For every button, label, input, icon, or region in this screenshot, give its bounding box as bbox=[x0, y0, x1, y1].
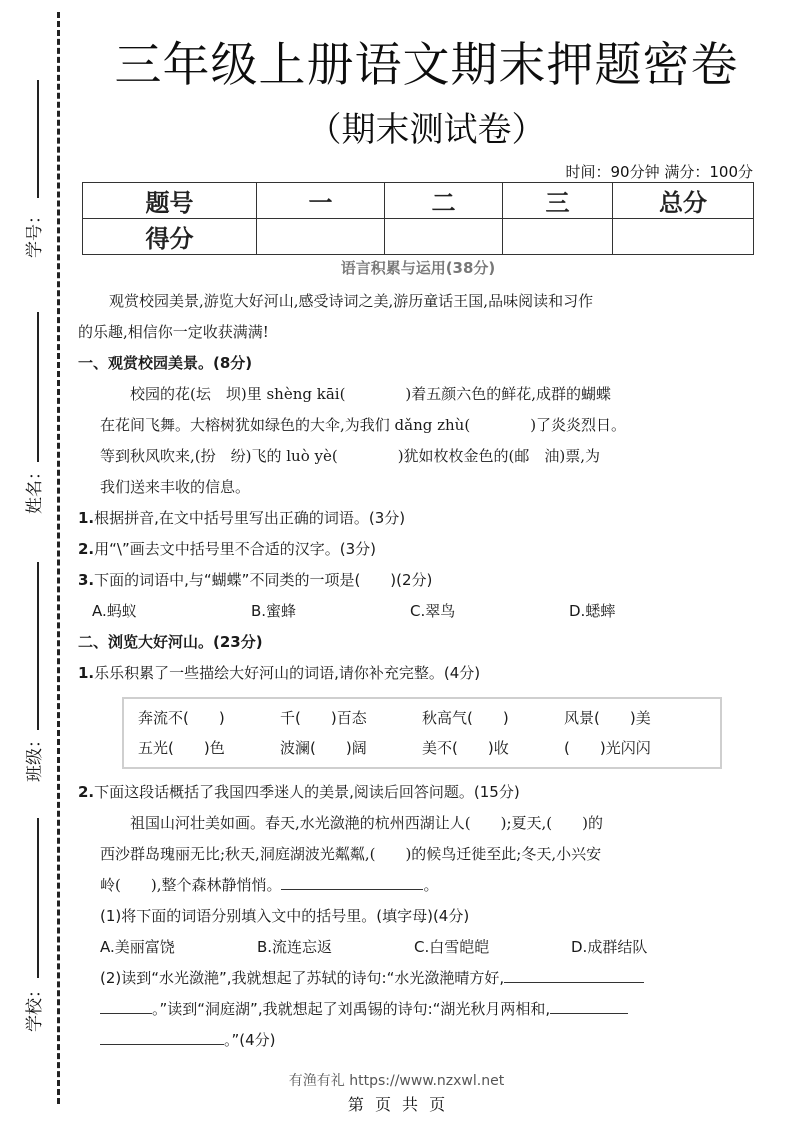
footer-website: 有渔有礼 https://www.nzxwl.net bbox=[288, 1073, 505, 1089]
class-line[interactable] bbox=[37, 562, 39, 730]
part2-passage-line-2: 西沙群岛瑰丽无比;秋天,洞庭湖波光粼粼,( )的候鸟迁徙至此;冬天,小兴安 bbox=[100, 845, 602, 863]
word-row-2 bbox=[138, 733, 706, 763]
school-label: 学校： bbox=[25, 981, 45, 1032]
column-header-3: 三 bbox=[503, 183, 613, 219]
score-table bbox=[82, 182, 754, 255]
question-text: 用“\”画去文中括号里不合适的汉字。(3分) bbox=[94, 540, 376, 558]
option-b[interactable]: B.流连忘返 bbox=[257, 938, 333, 956]
part2-sub-question-2-line-1 bbox=[78, 963, 728, 994]
part1-passage-line-2: 在花间飞舞。大榕树犹如绿色的大伞,为我们 dǎng zhù( )了炎炎烈日。 bbox=[100, 416, 627, 434]
part2-passage-line-3 bbox=[78, 870, 728, 901]
question-text: 下面的词语中,与“蝴蝶”不同类的一项是( )(2分) bbox=[94, 571, 433, 589]
option-a[interactable]: A.美丽富饶 bbox=[100, 938, 175, 956]
idiom-word-box bbox=[122, 697, 722, 769]
student-id-line[interactable] bbox=[37, 80, 39, 198]
question-number: 2. bbox=[78, 540, 95, 558]
footer-page-number: 第 页 共 页 bbox=[347, 1095, 446, 1114]
idiom-blank[interactable]: ( )光闪闪 bbox=[564, 739, 651, 757]
sub2-text: 。”(4分) bbox=[224, 1031, 276, 1049]
passage-text: 岭( ),整个森林静悄悄。 bbox=[100, 876, 282, 894]
row-header-score: 得分 bbox=[83, 219, 257, 255]
option-d[interactable]: D.蟋蟀 bbox=[569, 602, 616, 620]
exam-content bbox=[78, 286, 728, 1056]
exam-meta: 时间：90分钟 满分：100分 bbox=[565, 163, 753, 181]
idiom-blank[interactable]: 千( )百态 bbox=[280, 709, 367, 727]
poem-blank-1-continued[interactable] bbox=[100, 998, 152, 1014]
part2-sub-question-2-line-2 bbox=[78, 994, 728, 1025]
idiom-blank[interactable]: 美不( )收 bbox=[422, 739, 509, 757]
question-number: 3. bbox=[78, 571, 95, 589]
idiom-blank[interactable]: 风景( )美 bbox=[564, 709, 651, 727]
part1-heading: 一、观赏校园美景。(8分) bbox=[78, 354, 253, 372]
score-cell-total[interactable] bbox=[613, 219, 754, 255]
part1-options bbox=[78, 596, 728, 627]
part2-sub-question-1: (1)将下面的词语分别填入文中的括号里。(填字母)(4分) bbox=[100, 907, 470, 925]
idiom-blank[interactable]: 波澜( )阔 bbox=[280, 739, 367, 757]
option-d[interactable]: D.成群结队 bbox=[571, 938, 648, 956]
score-table-score-row bbox=[83, 219, 754, 255]
part1-question-3 bbox=[78, 565, 728, 596]
passage-end: 。 bbox=[423, 876, 439, 894]
sub2-text: 。”读到“洞庭湖”,我就想起了刘禹锡的诗句:“湖光秋月两相和, bbox=[152, 1000, 551, 1018]
option-b[interactable]: B.蜜蜂 bbox=[251, 602, 297, 620]
part2-question-1 bbox=[78, 658, 728, 689]
score-cell-3[interactable] bbox=[503, 219, 613, 255]
part1-question-2 bbox=[78, 534, 728, 565]
student-id-label: 学号： bbox=[25, 207, 45, 258]
score-cell-2[interactable] bbox=[385, 219, 503, 255]
part1-passage-line-1: 校园的花(坛 坝)里 shèng kāi( )着五颜六色的鲜花,成群的蝴蝶 bbox=[130, 385, 612, 403]
option-c[interactable]: C.翠鸟 bbox=[410, 602, 456, 620]
class-label: 班级： bbox=[25, 731, 45, 782]
poem-blank-2[interactable] bbox=[550, 998, 628, 1014]
intro-line-1: 观赏校园美景,游览大好河山,感受诗词之美,游历童话王国,品味阅读和习作 bbox=[109, 292, 594, 310]
question-number: 1. bbox=[78, 509, 95, 527]
school-line[interactable] bbox=[37, 818, 39, 978]
question-text: 根据拼音,在文中括号里写出正确的词语。(3分) bbox=[94, 509, 406, 527]
section-banner: 语言积累与运用(38分) bbox=[340, 259, 496, 277]
question-number: 1. bbox=[78, 664, 95, 682]
word-row-1 bbox=[138, 703, 706, 733]
name-line[interactable] bbox=[37, 312, 39, 462]
answer-blank[interactable] bbox=[281, 874, 423, 890]
part2-passage-line-1: 祖国山河壮美如画。春天,水光潋滟的杭州西湖让人( );夏天,( )的 bbox=[130, 814, 604, 832]
score-cell-1[interactable] bbox=[257, 219, 385, 255]
part2-sub-question-2-line-3 bbox=[78, 1025, 728, 1056]
page-subtitle: （期末测试卷） bbox=[307, 110, 546, 150]
column-header-total: 总分 bbox=[613, 183, 754, 219]
part2-heading: 二、浏览大好河山。(23分) bbox=[78, 633, 263, 651]
score-table-header-row bbox=[83, 183, 754, 219]
option-a[interactable]: A.蚂蚁 bbox=[92, 602, 137, 620]
question-text: 乐乐积累了一些描绘大好河山的词语,请你补充完整。(4分) bbox=[94, 664, 481, 682]
question-number: 2. bbox=[78, 783, 95, 801]
idiom-blank[interactable]: 秋高气( ) bbox=[422, 709, 509, 727]
part1-passage-line-4: 我们送来丰收的信息。 bbox=[100, 478, 251, 496]
idiom-blank[interactable]: 五光( )色 bbox=[138, 739, 225, 757]
row-header-question-number: 题号 bbox=[83, 183, 257, 219]
idiom-blank[interactable]: 奔流不( ) bbox=[138, 709, 225, 727]
name-label: 姓名： bbox=[25, 463, 45, 514]
part2-sub1-options bbox=[78, 932, 728, 963]
option-c[interactable]: C.白雪皑皑 bbox=[414, 938, 490, 956]
binding-dashed-line bbox=[57, 12, 60, 1104]
part2-question-2 bbox=[78, 777, 728, 808]
question-text: 下面这段话概括了我国四季迷人的美景,阅读后回答问题。(15分) bbox=[94, 783, 520, 801]
poem-blank-2-continued[interactable] bbox=[100, 1029, 224, 1045]
intro-line-2: 的乐趣,相信你一定收获满满! bbox=[78, 323, 269, 341]
part1-question-1 bbox=[78, 503, 728, 534]
part1-passage-line-3: 等到秋风吹来,(扮 纷)飞的 luò yè( )犹如枚枚金色的(邮 油)票,为 bbox=[100, 447, 601, 465]
page-title: 三年级上册语文期末押题密卷 bbox=[114, 38, 739, 93]
poem-blank-1[interactable] bbox=[504, 967, 644, 983]
column-header-1: 一 bbox=[257, 183, 385, 219]
sub2-text: (2)读到“水光潋滟”,我就想起了苏轼的诗句:“水光潋滟晴方好, bbox=[100, 969, 505, 987]
column-header-2: 二 bbox=[385, 183, 503, 219]
